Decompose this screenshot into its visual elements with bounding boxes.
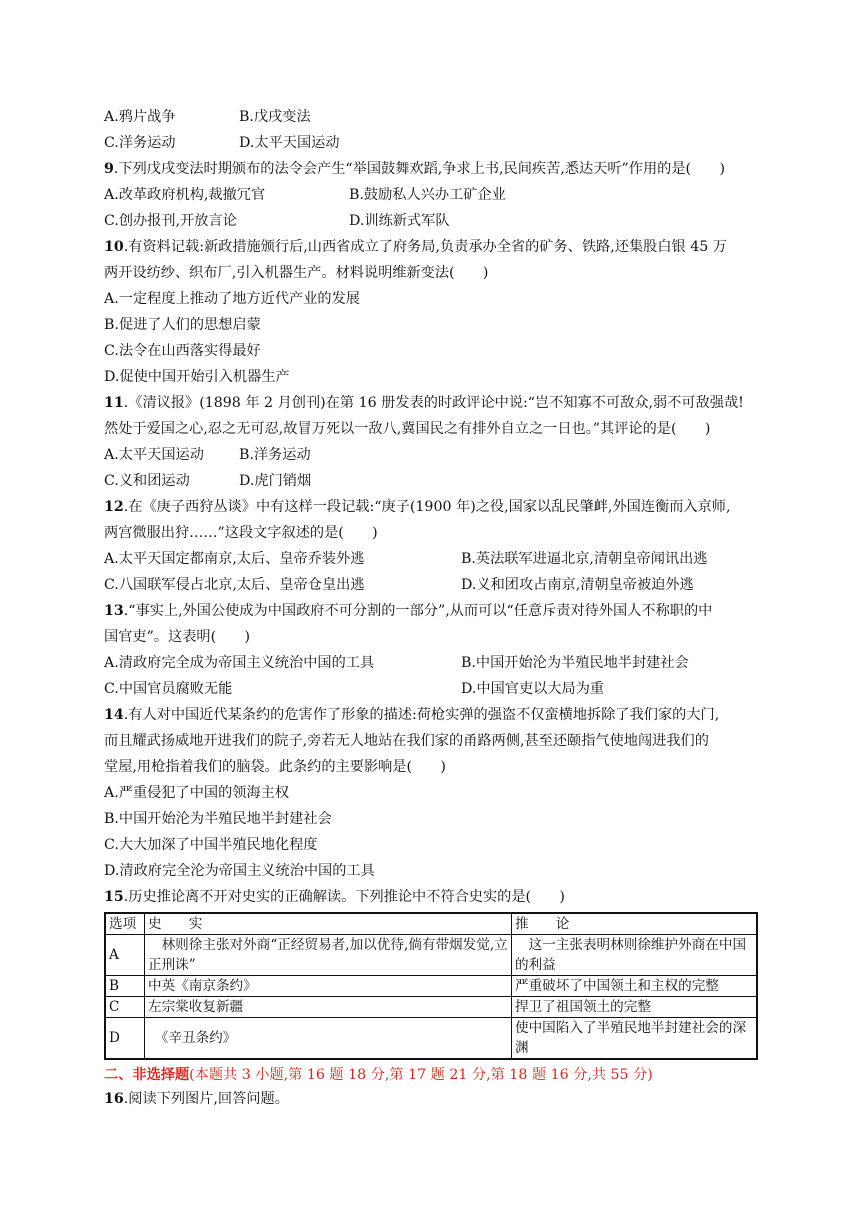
option-a: A.清政府完全成为帝国主义统治中国的工具 xyxy=(104,655,375,671)
section-title: 二、非选择题 xyxy=(104,1067,190,1083)
option-c: C.义和团运动 xyxy=(104,473,190,489)
fact-inference-table xyxy=(104,912,758,1060)
table-row xyxy=(105,997,757,1018)
option-row xyxy=(104,470,764,496)
table-cell: A xyxy=(105,935,145,976)
option-b: B.洋务运动 xyxy=(239,447,311,463)
question-number: 9 xyxy=(104,161,114,177)
option-row xyxy=(104,210,764,236)
question-14-stem-cont: 而且耀武扬威地开进我们的院子,旁若无人地站在我们家的甬路两侧,甚至还颐指气使地闯进我们的 xyxy=(104,733,709,749)
option-row xyxy=(104,574,764,600)
option-d: D.促使中国开始引入机器生产 xyxy=(104,369,290,385)
option-d: D.义和团攻占南京,清朝皇帝被迫外逃 xyxy=(461,577,694,593)
option-d: D.虎门销烟 xyxy=(239,473,312,489)
table-cell: C xyxy=(105,997,145,1018)
option-row xyxy=(104,652,764,678)
table-header: 推 论 xyxy=(512,913,758,935)
option-a: A.太平天国定都南京,太后、皇帝乔装外逃 xyxy=(104,551,365,567)
section-heading xyxy=(104,1062,764,1088)
table-header: 史 实 xyxy=(145,913,512,935)
option-a: A.一定程度上推动了地方近代产业的发展 xyxy=(104,291,360,307)
table-header-row xyxy=(105,913,757,935)
option-d: D.太平天国运动 xyxy=(239,135,340,151)
table-cell: 严重破坏了中国领土和主权的完整 xyxy=(512,976,758,997)
option-c: C.创办报刊,开放言论 xyxy=(104,213,237,229)
option-a: A.改革政府机构,裁撤冗官 xyxy=(104,187,266,203)
question-number: 14 xyxy=(104,707,124,723)
exam-page xyxy=(104,106,764,1114)
table-row xyxy=(105,935,757,976)
option-a: A.太平天国运动 xyxy=(104,447,204,463)
option-row xyxy=(104,548,764,574)
table-header: 选项 xyxy=(105,913,145,935)
option-b: B.鼓励私人兴办工矿企业 xyxy=(349,187,506,203)
question-11-stem: 11.《清议报》(1898 年 2 月创刊)在第 16 册发表的时政评论中说:“岂不知寡不可敌众,弱不可敌强哉! xyxy=(104,395,744,411)
table-cell: 中英《南京条约》 xyxy=(145,976,512,997)
question-13-stem: 13.“事实上,外国公使成为中国政府不可分割的一部分”,从而可以“任意斥责对待外国人不称职的中 xyxy=(104,603,713,619)
option-d: D.清政府完全沦为帝国主义统治中国的工具 xyxy=(104,863,375,879)
table-cell: 捍卫了祖国领土的完整 xyxy=(512,997,758,1018)
question-14-stem: 14.有人对中国近代某条约的危害作了形象的描述:荷枪实弹的强盗不仅蛮横地拆除了我们家的大门, xyxy=(104,707,720,723)
option-d: D.中国官吏以大局为重 xyxy=(461,681,605,697)
option-a: A.鸦片战争 xyxy=(104,109,176,125)
option-c: C.大大加深了中国半殖民地化程度 xyxy=(104,837,318,853)
question-14-stem-cont: 堂屋,用枪指着我们的脑袋。此条约的主要影响是( ) xyxy=(104,759,446,775)
table-cell: D xyxy=(105,1018,145,1060)
option-d: D.训练新式军队 xyxy=(349,213,450,229)
option-a: A.严重侵犯了中国的领海主权 xyxy=(104,785,290,801)
option-b: B.中国开始沦为半殖民地半封建社会 xyxy=(461,655,689,671)
option-c: C.法令在山西落实得最好 xyxy=(104,343,261,359)
table-cell: 这一主张表明林则徐维护外商在中国的利益 xyxy=(512,935,758,976)
table-cell: 左宗棠收复新疆 xyxy=(145,997,512,1018)
question-number: 12 xyxy=(104,499,124,515)
table-cell: B xyxy=(105,976,145,997)
question-13-stem-cont: 国官吏”。这表明( ) xyxy=(104,629,251,645)
table-cell: 林则徐主张对外商“正经贸易者,加以优待,倘有带烟发觉,立正刑诛” xyxy=(145,935,512,976)
question-16-stem: 16.阅读下列图片,回答问题。 xyxy=(104,1091,289,1107)
question-number: 16 xyxy=(104,1091,124,1107)
option-c: C.洋务运动 xyxy=(104,135,176,151)
question-number: 13 xyxy=(104,603,124,619)
question-12-stem: 12.在《庚子西狩丛谈》中有这样一段记载:“庚子(1900 年)之役,国家以乱民肇衅,外国连衡而入京师, xyxy=(104,499,731,515)
option-row xyxy=(104,444,764,470)
question-12-stem-cont: 两宫微服出狩……”这段文字叙述的是( ) xyxy=(104,525,378,541)
option-b: B.中国开始沦为半殖民地半封建社会 xyxy=(104,811,332,827)
question-11-stem-cont: 然处于爱国之心,忍之无可忍,故冒万死以一敌八,冀国民之有排外自立之一日也。”其评论的是( ) xyxy=(104,421,711,437)
option-b: B.英法联军进逼北京,清朝皇帝闻讯出逃 xyxy=(461,551,708,567)
question-number: 10 xyxy=(104,239,124,255)
option-b: B.戊戌变法 xyxy=(239,109,311,125)
option-row xyxy=(104,678,764,704)
section-note: (本题共 3 小题,第 16 题 18 分,第 17 题 21 分,第 18 题 16 分,共 55 分) xyxy=(189,1067,653,1083)
option-row xyxy=(104,132,764,158)
option-c: C.八国联军侵占北京,太后、皇帝仓皇出逃 xyxy=(104,577,365,593)
table-cell: 使中国陷入了半殖民地半封建社会的深渊 xyxy=(512,1018,758,1060)
option-c: C.中国官员腐败无能 xyxy=(104,681,233,697)
question-9-stem: 9.下列戊戌变法时期颁布的法令会产生“举国鼓舞欢蹈,争求上书,民间疾苦,悉达天听”作用的是( ) xyxy=(104,161,725,177)
question-10-stem-cont: 两开设纺纱、织布厂,引入机器生产。材料说明维新变法( ) xyxy=(104,265,489,281)
table-cell: 《辛丑条约》 xyxy=(145,1018,512,1060)
question-10-stem: 10.有资料记载:新政措施颁行后,山西省成立了府务局,负责承办全省的矿务、铁路,还集股白银 45 万 xyxy=(104,239,727,255)
option-row xyxy=(104,184,764,210)
option-b: B.促进了人们的思想启蒙 xyxy=(104,317,261,333)
question-number: 15 xyxy=(104,889,124,905)
table-row xyxy=(105,976,757,997)
option-row xyxy=(104,106,764,132)
question-number: 11 xyxy=(104,395,124,411)
question-15-stem: 15.历史推论离不开对史实的正确解读。下列推论中不符合史实的是( ) xyxy=(104,889,565,905)
table-row xyxy=(105,1018,757,1060)
